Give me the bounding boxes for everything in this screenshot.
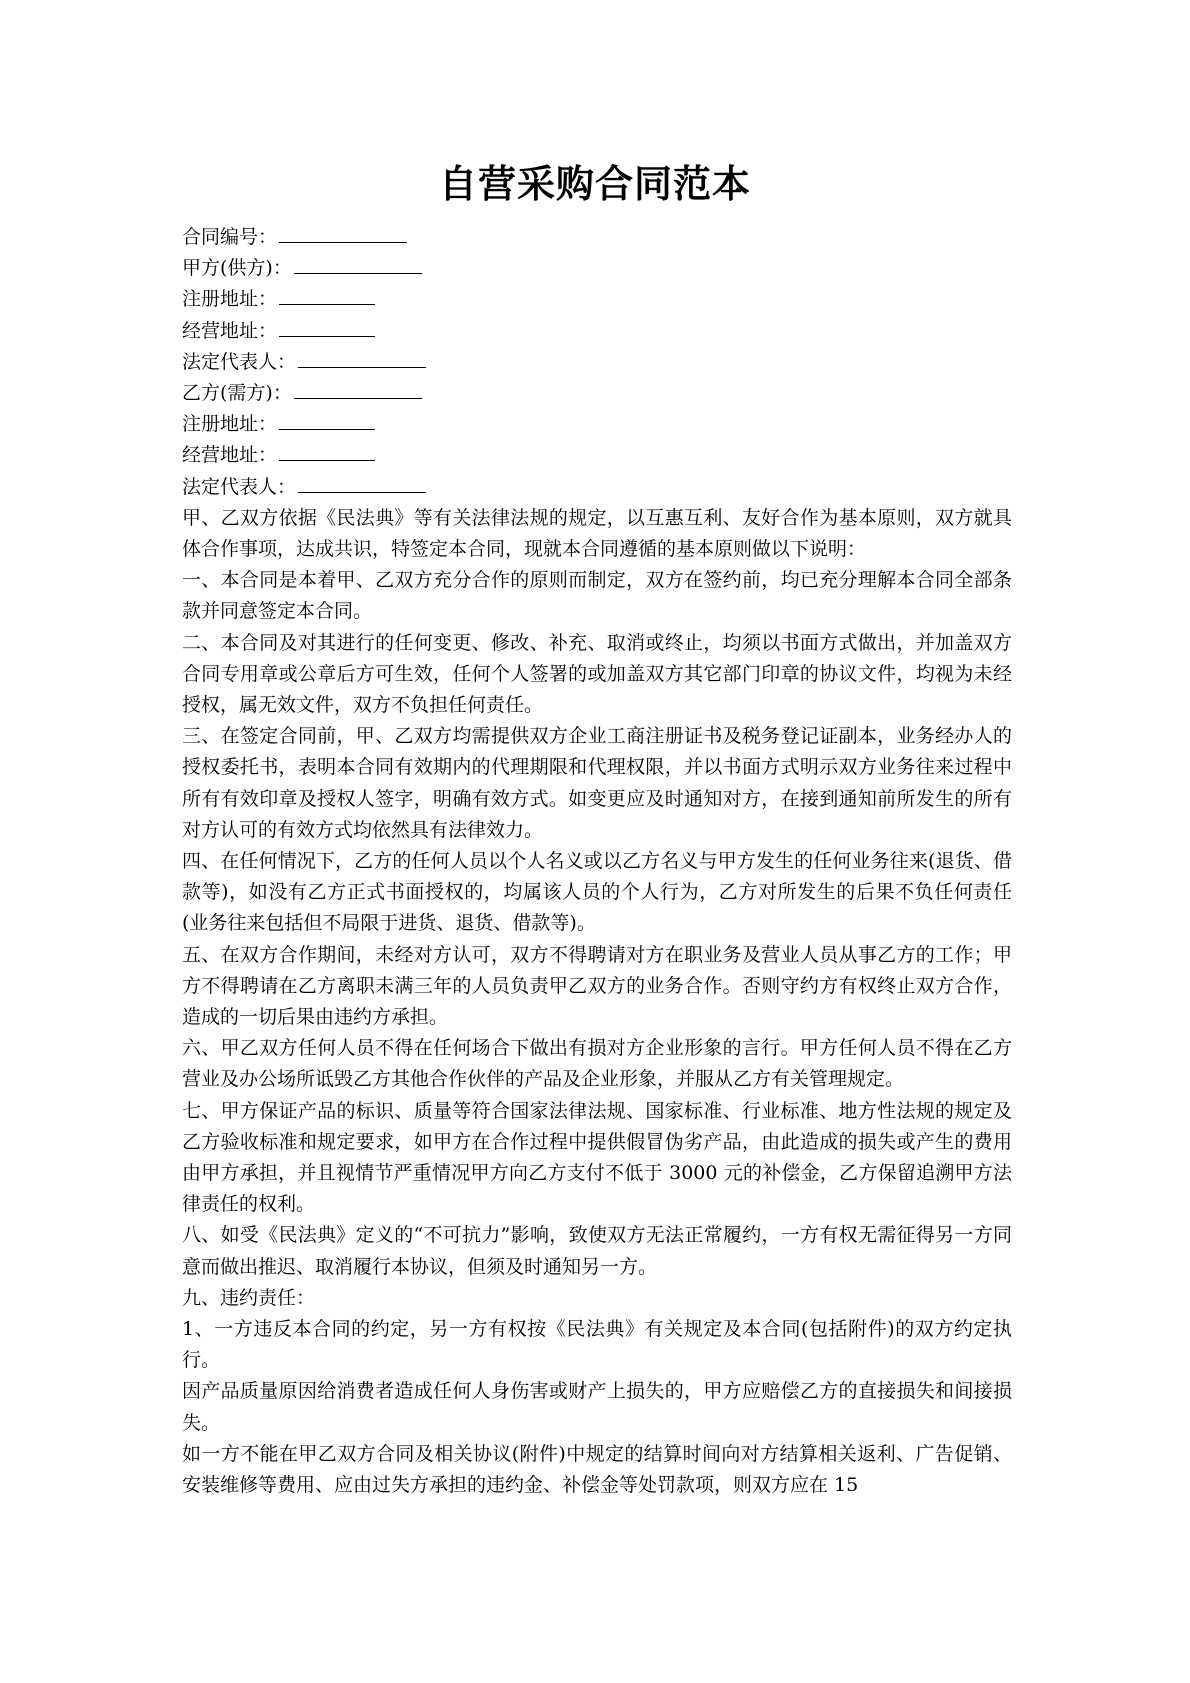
- field-label: 法定代表人：: [182, 350, 297, 373]
- party-a-registered-address-field: [182, 284, 1012, 315]
- blank-line: [279, 316, 375, 337]
- party-a-field: [182, 253, 1012, 284]
- blank-line: [279, 222, 407, 243]
- blank-line: [279, 409, 375, 430]
- clause-9-product-quality-paragraph: 因产品质量原因给消费者造成任何人身伤害或财产上损失的，甲方应赔偿乙方的直接损失和间接损失。: [182, 1380, 1012, 1434]
- clause-6-paragraph: 六、甲乙双方任何人员不得在任何场合下做出有损对方企业形象的言行。甲方任何人员不得在乙方营业及办公场所诋毁乙方其他合作伙伴的产品及企业形象，并服从乙方有关管理规定。: [182, 1037, 1012, 1091]
- blank-line: [298, 347, 426, 368]
- clause-9-item-1-paragraph: 1、一方违反本合同的约定，另一方有权按《民法典》有关规定及本合同(包括附件)的双方约定执行。: [182, 1317, 1012, 1372]
- clause-1-paragraph: 一、本合同是本着甲、乙双方充分合作的原则而制定，双方在签约前，均已充分理解本合同全部条款并同意签定本合同。: [182, 569, 1012, 623]
- clause-9-heading: 九、违约责任：: [182, 1286, 316, 1309]
- blank-line: [294, 378, 422, 399]
- party-b-business-address-field: [182, 440, 1012, 471]
- preamble-paragraph: 甲、乙双方依据《民法典》等有关法律法规的规定，以互惠互利、友好合作为基本原则，双方就具体合作事项，达成共识，特签定本合同，现就本合同遵循的基本原则做以下说明：: [182, 506, 1012, 560]
- clause-8-paragraph: 八、如受《民法典》定义的“不可抗力”影响，致使双方无法正常履约，一方有权无需征得另一方同意而做出推迟、取消履行本协议，但须及时通知另一方。: [182, 1224, 1012, 1278]
- clause-4-paragraph: 四、在任何情况下，乙方的任何人员以个人名义或以乙方名义与甲方发生的任何业务往来(退货、借款等)，如没有乙方正式书面授权的，均属该人员的个人行为，乙方对所发生的后果不负任何责任(业务往来包括但不局限于进货、退货、借款等)。: [182, 849, 1012, 935]
- field-label: 合同编号：: [182, 226, 278, 248]
- field-label: 乙方(需方)：: [182, 381, 292, 404]
- clause-5-paragraph: 五、在双方合作期间，未经对方认可，双方不得聘请对方在职业务及营业人员从事乙方的工作；甲方不得聘请在乙方离职未满三年的人员负责甲乙双方的业务合作。否则守约方有权终止双方合作，造成的一切后果由违约方承担。: [182, 943, 1012, 1028]
- field-label: 法定代表人：: [182, 475, 297, 498]
- field-label: 注册地址：: [182, 413, 278, 436]
- field-label: 注册地址：: [182, 288, 278, 311]
- field-label: 经营地址：: [182, 444, 278, 467]
- clause-2-paragraph: 二、本合同及对其进行的任何变更、修改、补充、取消或终止，均须以书面方式做出，并加盖双方合同专用章或公章后方可生效，任何个人签署的或加盖双方其它部门印章的协议文件，均视为未经授权，属无效文件，双方不负担任何责任。: [182, 631, 1012, 716]
- party-a-business-address-field: [182, 316, 1012, 347]
- field-label: 经营地址：: [182, 319, 278, 342]
- clause-3-paragraph: 三、在签定合同前，甲、乙双方均需提供双方企业工商注册证书及税务登记证副本，业务经办人的授权委托书，表明本合同有效期内的代理期限和代理权限，并以书面方式明示双方业务往来过程中所有有效印章及授权人签字，明确有效方式。如变更应及时通知对方，在接到通知前所发生的所有对方认可的有效方式均依然具有法律效力。: [182, 725, 1012, 841]
- party-a-legal-rep-field: [182, 347, 1012, 378]
- blank-line: [279, 284, 375, 305]
- party-b-registered-address-field: [182, 409, 1012, 440]
- clause-9-settlement-paragraph: 如一方不能在甲乙双方合同及相关协议(附件)中规定的结算时间向对方结算相关返利、广告促销、安装维修等费用、应由过失方承担的违约金、补偿金等处罚款项，则双方应在 15: [182, 1442, 1012, 1496]
- blank-line: [279, 440, 375, 461]
- document-body: [182, 222, 1012, 1501]
- blank-line: [298, 472, 426, 493]
- clause-7-paragraph: 七、甲方保证产品的标识、质量等符合国家法律法规、国家标准、行业标准、地方性法规的规定及乙方验收标准和规定要求，如甲方在合作过程中提供假冒伪劣产品，由此造成的损失或产生的费用由甲方承担，并且视情节严重情况甲方向乙方支付不低于 3000 元的补偿金，乙方保留追溯甲方法律责任的权利。: [182, 1099, 1012, 1216]
- field-label: 甲方(供方)：: [182, 257, 292, 280]
- contract-number-field: [182, 222, 1012, 253]
- party-b-field: [182, 378, 1012, 409]
- blank-line: [294, 253, 422, 274]
- party-b-legal-rep-field: [182, 472, 1012, 503]
- document-title: 自营采购合同范本: [438, 162, 751, 206]
